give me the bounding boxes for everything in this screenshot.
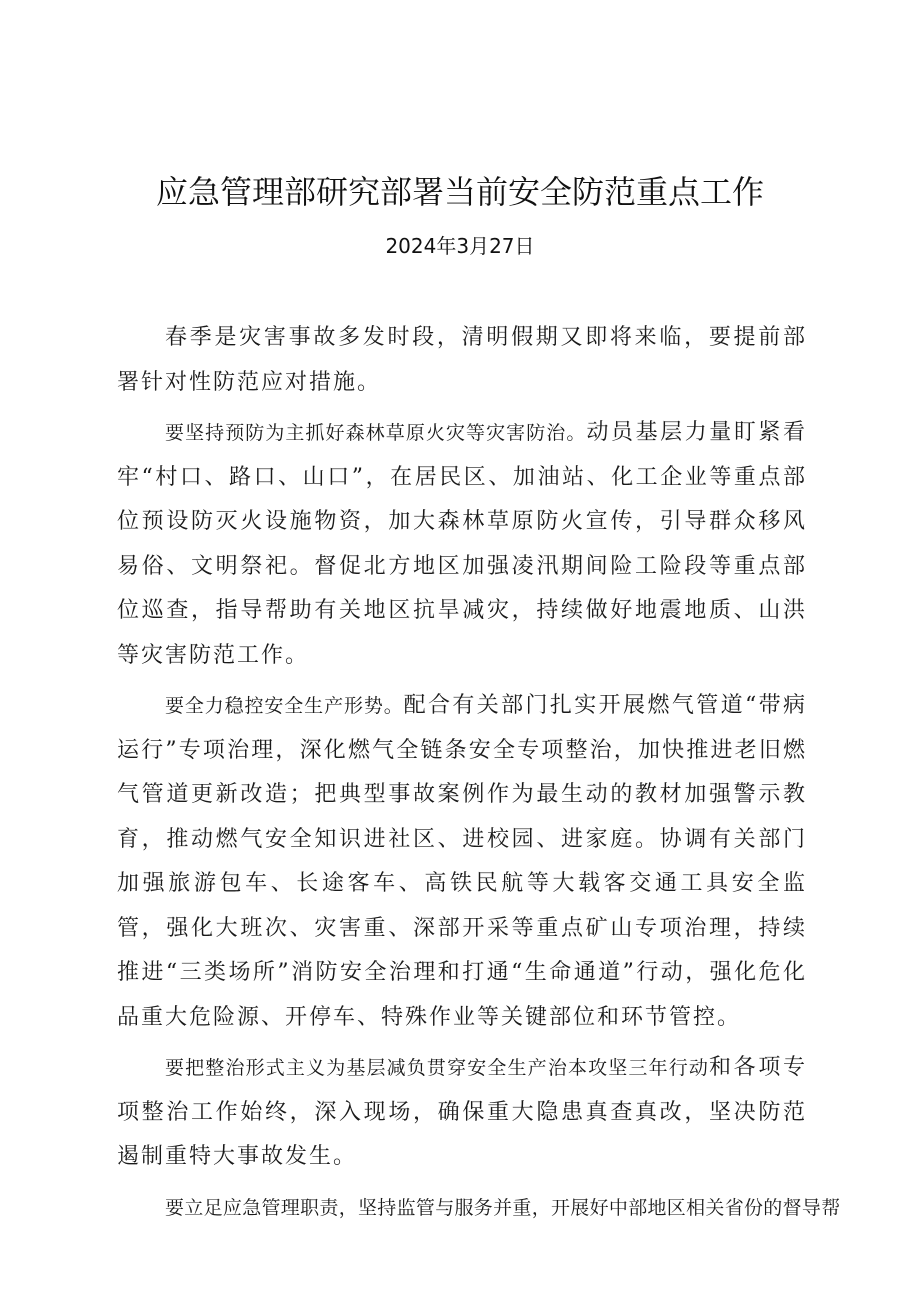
paragraph-1 [117, 316, 807, 405]
paragraph-4-text: 和各项专项整治工作始终，深入现场，确保重大隐患真查真改，坚决防范遏制重特大事故发生。 [117, 1055, 807, 1169]
paragraph-3-lead: 要全力稳控安全生产形势。 [165, 695, 404, 717]
document-body [117, 316, 841, 1236]
paragraph-3-text: 配合有关部门扎实开展燃气管道“带病运行”专项治理，深化燃气全链条安全专项整治，加快推进老旧燃气管道更新改造；把典型事故案例作为最生动的教材加强警示教育，推动燃气安全知识进社区、进校园、进家庭。协调有关部门加强旅游包车、长途客车、高铁民航等大载客交通工具安全监管，强化大班次、灾害重、深部开采等重点矿山专项治理，持续推进“三类场所”消防安全治理和打通“生命通道”行动，强化危化品重大危险源、开停车、特殊作业等关键部位和环节管控。 [117, 693, 807, 1030]
paragraph-2-text: 动员基层力量盯紧看牢“村口、路口、山口”，在居民区、加油站、化工企业等重点部位预设防灭火设施物资，加大森林草原防火宣传，引导群众移风易俗、文明祭祀。督促北方地区加强凌汛期间险工险段等重点部位巡查，指导帮助有关地区抗旱减灾，持续做好地震地质、山洪等灾害防范工作。 [117, 420, 807, 668]
paragraph-2 [117, 411, 807, 678]
document-title: 应急管理部研究部署当前安全防范重点工作 [155, 173, 764, 211]
paragraph-5 [117, 1186, 841, 1231]
paragraph-4-lead: 要把整治形式主义为基层减负贯穿安全生产治本攻坚三年行动 [165, 1057, 710, 1079]
paragraph-3 [117, 684, 807, 1040]
paragraph-5-lead: 要立足应急管理职责，坚持监管与服务并重，开展好中部地区相关省份的督导帮 [165, 1196, 841, 1219]
document-date: 2024年3月27日 [385, 234, 535, 258]
paragraph-1-text: 春季是灾害事故多发时段，清明假期又即将来临，要提前部署针对性防范应对措施。 [117, 325, 807, 395]
paragraph-4 [117, 1046, 807, 1180]
paragraph-2-lead: 要坚持预防为主抓好森林草原火灾等灾害防治。 [165, 422, 587, 444]
